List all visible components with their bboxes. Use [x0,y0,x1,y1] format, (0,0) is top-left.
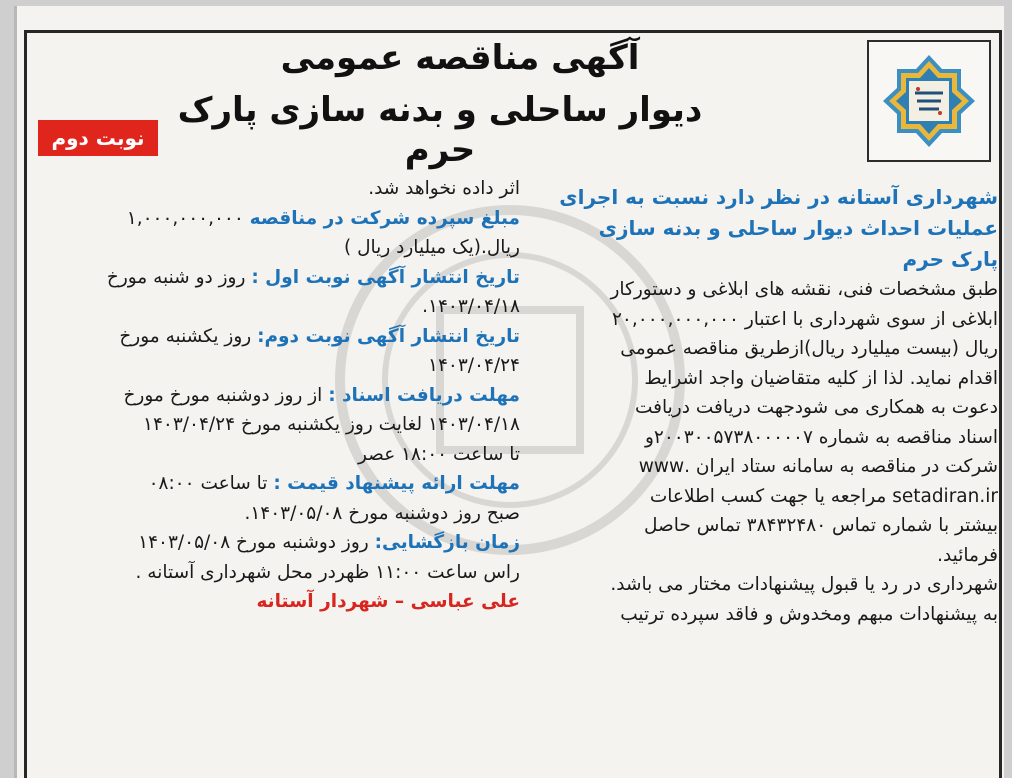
deposit-label: مبلغ سپرده شرکت در مناقصه [249,207,520,229]
pub2-label: تاریخ انتشار آگهی نوبت دوم: [257,325,520,347]
body-line: بیشتر با شماره تماس ۳۸۴۳۲۴۸۰ تماس حاصل [644,515,998,536]
left-column [30,174,520,617]
bid-line-2: صبح روز دوشنبه مورخ ۱۴۰۳/۰۵/۰۸. [244,502,520,524]
body-line: شرکت در مناقصه به سامانه ستاد ایران .www [638,456,998,477]
ad-subtitle: دیوار ساحلی و بدنه سازی پارک حرم [177,90,703,170]
open-value: روز دوشنبه مورخ ۱۴۰۳/۰۵/۰۸ [138,532,369,553]
bid-row [30,469,520,499]
right-column [514,182,998,629]
deposit-words: ریال.(یک میلیارد ریال ) [344,237,520,258]
body-line: طبق مشخصات فنی، نقشه های ابلاغی و دستورکار [610,279,998,300]
lead-line-3: پارک حرم [902,247,998,271]
lead-line-1: شهرداری آستانه در نظر دارد نسبت به اجرای [559,185,998,209]
pub2-row [30,322,520,352]
bid-value: تا ساعت ۰۸:۰۰ [148,473,268,494]
docs-value: از روز دوشنبه مورخ مورخ [123,384,323,406]
body-line: فرمائید. [937,544,998,566]
body-line: اقدام نماید. لذا از کلیه متقاضیان واجد اشرایط [644,367,998,389]
open-line-2: راس ساعت ۱۱:۰۰ ظهردر محل شهرداری آستانه . [135,561,520,583]
body-line: شهرداری در رد یا قبول پیشنهادات مختار می باشد. [610,574,998,595]
body-line: به پیشنهادات مبهم ومخدوش و فاقد سپرده ترتیب [620,603,998,625]
body-line: setadiran.ir مراجعه یا جهت کسب اطلاعات [649,485,998,507]
signature: علی عباسی – شهردار آستانه [256,591,520,612]
docs-line-2: ۱۴۰۳/۰۴/۱۸ لغایت روز یکشنبه مورخ ۱۴۰۳/۰۴/۲۴ [143,414,520,435]
docs-label: مهلت دریافت اسناد : [328,384,520,406]
pub1-label: تاریخ انتشار آگهی نوبت اول : [251,266,520,288]
continuation-line: اثر داده نخواهد شد. [368,178,520,199]
body-line: دعوت به همکاری می شودجهت دریافت دریافت [634,397,998,418]
open-label: زمان بازگشایی: [374,532,520,553]
pub2-date: ۱۴۰۳/۰۴/۲۴ [428,355,520,376]
body-line: ریال (بیست میلیارد ریال)ازطریق مناقصه عمومی [620,338,998,359]
municipality-emblem-icon [869,42,989,160]
lead-line-2: عملیات احداث دیوار ساحلی و بدنه سازی [598,216,998,240]
deposit-row [30,204,520,234]
body-line: اسناد مناقصه به شماره ۲۰۰۳۰۰۵۷۳۸۰۰۰۰۰۷و [644,426,998,448]
docs-row [30,381,520,411]
ad-title: آگهی مناقصه عمومی [280,38,640,78]
body-line: ابلاغی از سوی شهرداری با اعتبار ۲۰,۰۰۰,۰۰۰,۰۰۰ [612,308,998,330]
deposit-value: ۱,۰۰۰,۰۰۰,۰۰۰ [126,207,244,229]
second-round-badge: نوبت دوم [38,120,158,156]
pub1-row [30,263,520,293]
pub1-date: ۱۴۰۳/۰۴/۱۸. [422,296,520,317]
docs-line-3: تا ساعت ۱۸:۰۰ عصر [357,443,520,465]
municipality-logo [867,40,991,162]
bid-label: مهلت ارائه پیشنهاد قیمت : [273,473,520,494]
pub1-value: روز دو شنبه مورخ [106,266,246,288]
open-row [30,528,520,558]
pub2-value: روز یکشنبه مورخ [119,325,252,347]
